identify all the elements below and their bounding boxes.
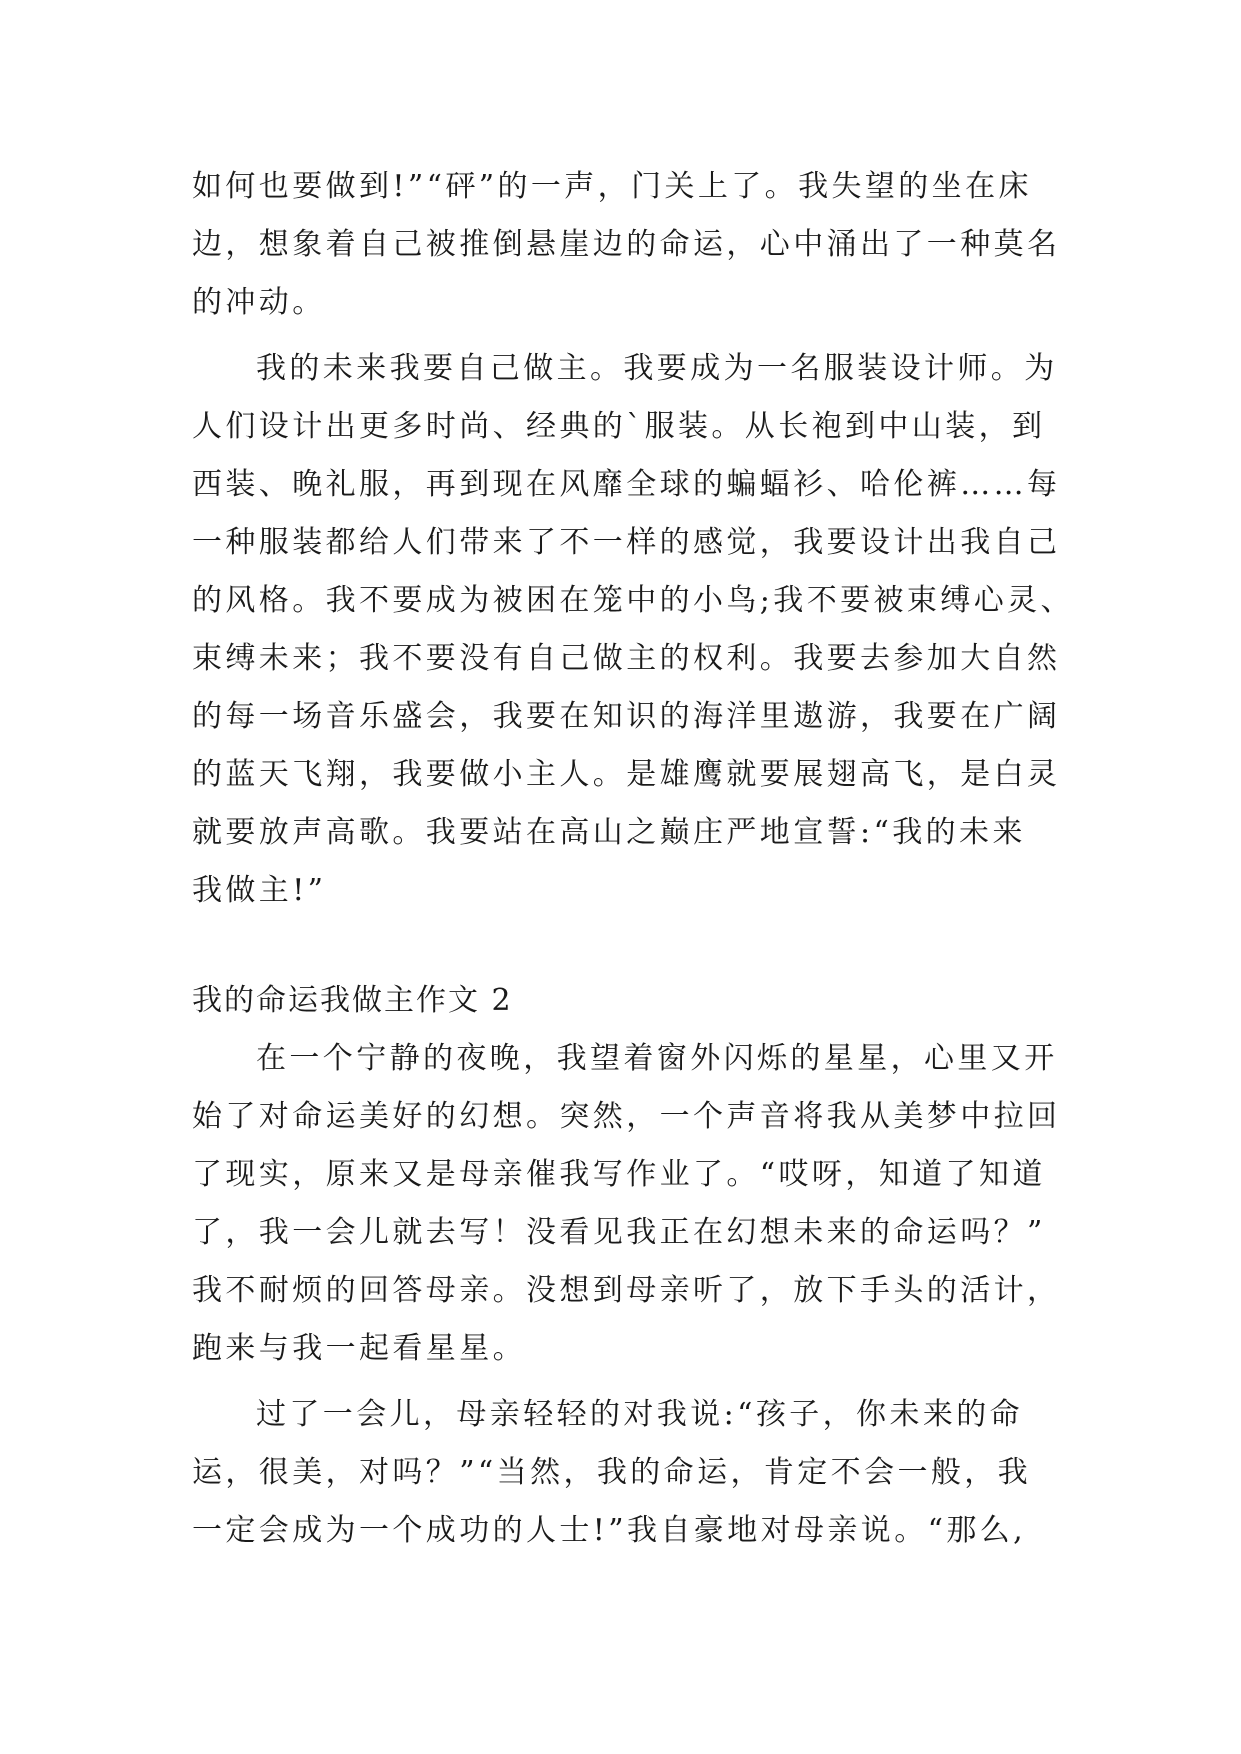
text-line: 的冲动。 <box>192 285 326 320</box>
text-line: 运，很美，对吗？”“当然，我的命运，肯定不会一般，我 <box>192 1455 1032 1490</box>
text-line: 就要放声高歌。我要站在高山之巅庄严地宣誓:“我的未来 <box>192 815 1026 850</box>
text-line: 一种服装都给人们带来了不一样的感觉，我要设计出我自己 <box>192 525 1061 560</box>
paragraph-future <box>192 340 1074 920</box>
text-line: 过了一会儿，母亲轻轻的对我说:“孩子，你未来的命 <box>256 1397 1024 1432</box>
essay-heading: 我的命运我做主作文 2 <box>192 983 513 1018</box>
paragraph-continued <box>192 158 1061 332</box>
document-page <box>192 158 1074 1560</box>
text-line: 的蓝天飞翔，我要做小主人。是雄鹰就要展翅高飞，是白灵 <box>192 757 1061 792</box>
text-line: 了，我一会儿就去写！没看见我正在幻想未来的命运吗？” <box>192 1215 1046 1250</box>
text-line: 在一个宁静的夜晚，我望着窗外闪烁的星星，心里又开 <box>256 1041 1058 1076</box>
text-line: 我做主!” <box>192 873 327 908</box>
text-line: 我的未来我要自己做主。我要成为一名服装设计师。为 <box>256 351 1058 386</box>
text-line: 如何也要做到!”“砰”的一声，门关上了。我失望的坐在床 <box>192 169 1032 204</box>
text-line: 了现实，原来又是母亲催我写作业了。“哎呀，知道了知道 <box>192 1157 1046 1192</box>
text-line: 束缚未来；我不要没有自己做主的权利。我要去参加大自然 <box>192 641 1061 676</box>
text-line: 跑来与我一起看星星。 <box>192 1331 526 1366</box>
text-line: 的每一场音乐盛会，我要在知识的海洋里遨游，我要在广阔 <box>192 699 1061 734</box>
text-line: 边，想象着自己被推倒悬崖边的命运，心中涌出了一种莫名 <box>192 227 1061 262</box>
text-line: 的风格。我不要成为被困在笼中的小鸟;我不要被束缚心灵、 <box>192 583 1074 618</box>
text-line: 我不耐烦的回答母亲。没想到母亲听了，放下手头的活计， <box>192 1273 1061 1308</box>
paragraph-night <box>192 1030 1061 1378</box>
text-line: 始了对命运美好的幻想。突然，一个声音将我从美梦中拉回 <box>192 1099 1061 1134</box>
text-line: 一定会成为一个成功的人士!”我自豪地对母亲说。“那么, <box>192 1513 1027 1548</box>
paragraph-mother <box>192 1386 1052 1560</box>
text-line: 人们设计出更多时尚、经典的`服装。从长袍到中山装，到 <box>192 409 1046 444</box>
text-line: 西装、晚礼服，再到现在风靡全球的蝙蝠衫、哈伦裤……每 <box>192 467 1061 502</box>
